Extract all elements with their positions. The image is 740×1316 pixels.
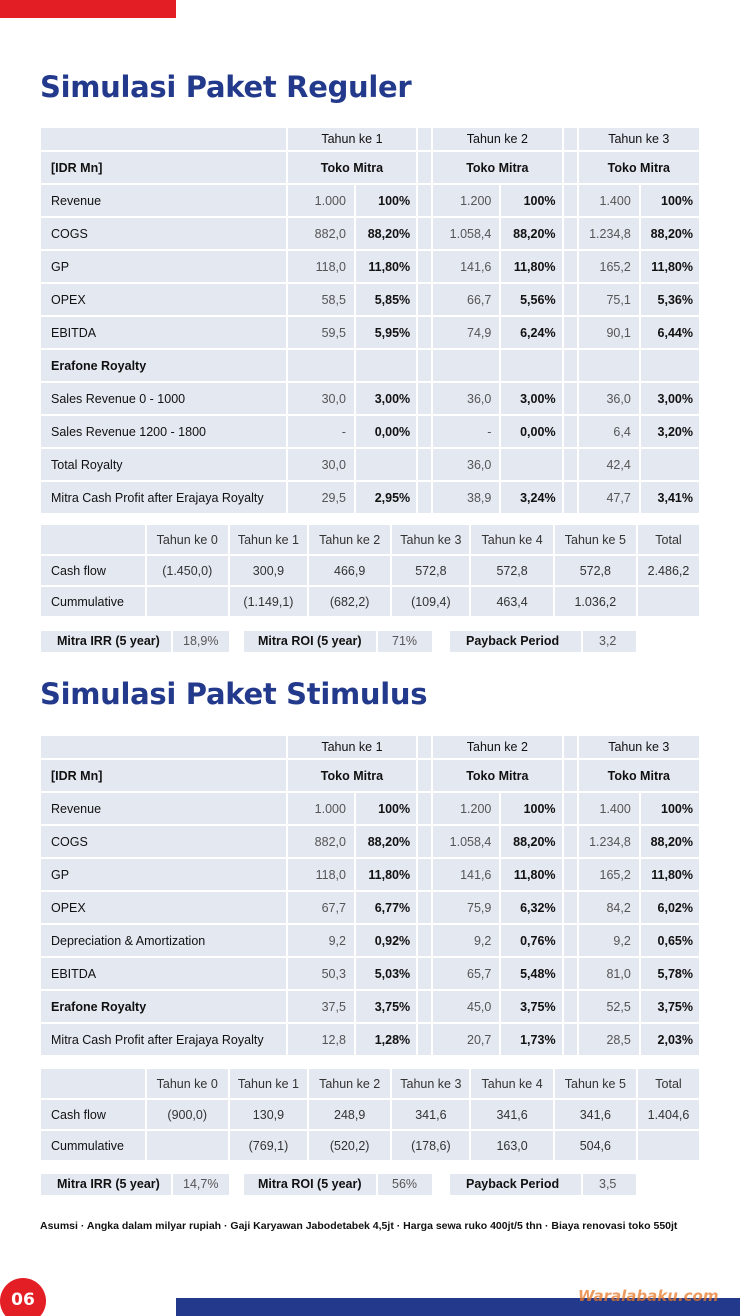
percent-cell: 2,95% — [356, 482, 416, 513]
cashflow-header-row — [41, 525, 699, 554]
table-row — [41, 350, 699, 381]
value-cell: 163,0 — [471, 1131, 552, 1160]
value-cell: (900,0) — [147, 1100, 228, 1129]
row-label: Mitra Cash Profit after Erajaya Royalty — [41, 482, 286, 513]
percent-cell: 88,20% — [641, 826, 699, 857]
row-label: GP — [41, 859, 286, 890]
value-cell: 248,9 — [309, 1100, 390, 1129]
value-cell: 58,5 — [288, 284, 354, 315]
gap-cell — [418, 892, 431, 923]
year-header: Tahun ke 2 — [433, 128, 561, 150]
row-label: Cash flow — [41, 556, 145, 585]
gap-cell — [418, 449, 431, 480]
percent-cell: 3,75% — [501, 991, 561, 1022]
gap-cell — [418, 218, 431, 249]
percent-cell: 6,77% — [356, 892, 416, 923]
percent-cell: 100% — [501, 185, 561, 216]
gap-cell — [418, 991, 431, 1022]
value-cell: 341,6 — [392, 1100, 469, 1129]
percent-cell: 0,76% — [501, 925, 561, 956]
gap-cell — [418, 482, 431, 513]
year-header: Tahun ke 3 — [579, 128, 699, 150]
row-label: Cash flow — [41, 1100, 145, 1129]
percent-cell: 100% — [356, 793, 416, 824]
gap-cell — [418, 185, 431, 216]
stimulus-pnl-table — [39, 734, 701, 1057]
value-cell: 59,5 — [288, 317, 354, 348]
value-cell: 130,9 — [230, 1100, 307, 1129]
percent-cell: 0,65% — [641, 925, 699, 956]
gap-cell — [564, 284, 577, 315]
percent-cell: 6,44% — [641, 317, 699, 348]
value-cell: 1.058,4 — [433, 218, 499, 249]
value-cell: 300,9 — [230, 556, 307, 585]
table-row — [41, 859, 699, 890]
gap-cell — [418, 958, 431, 989]
percent-cell — [501, 449, 561, 480]
reguler-pnl-body — [41, 128, 699, 513]
table-header-years — [41, 736, 699, 758]
stimulus-cashflow-body — [41, 1069, 699, 1160]
value-cell: 118,0 — [288, 251, 354, 282]
value-cell: 141,6 — [433, 251, 499, 282]
empty-cell — [41, 525, 145, 554]
sub-header: Toko Mitra — [433, 760, 561, 791]
column-header: Tahun ke 5 — [555, 525, 636, 554]
value-cell: 463,4 — [471, 587, 552, 616]
gap-cell — [564, 185, 577, 216]
row-label: Sales Revenue 0 - 1000 — [41, 383, 286, 414]
gap-cell — [418, 317, 431, 348]
table-row — [41, 416, 699, 447]
value-cell: 165,2 — [579, 251, 639, 282]
row-label: Revenue — [41, 793, 286, 824]
row-label: Total Royalty — [41, 449, 286, 480]
cashflow-header-row — [41, 1069, 699, 1098]
row-label: EBITDA — [41, 958, 286, 989]
gap-cell — [564, 416, 577, 447]
row-label: OPEX — [41, 892, 286, 923]
row-label: Cummulative — [41, 587, 145, 616]
percent-cell: 11,80% — [356, 251, 416, 282]
table-row — [41, 892, 699, 923]
row-label: EBITDA — [41, 317, 286, 348]
value-cell: 1.234,8 — [579, 826, 639, 857]
roi-value: 71% — [378, 631, 432, 652]
gap-cell — [564, 736, 577, 758]
value-cell: (1.450,0) — [147, 556, 228, 585]
percent-cell: 3,75% — [356, 991, 416, 1022]
year-header: Tahun ke 1 — [288, 128, 416, 150]
gap-cell — [418, 859, 431, 890]
percent-cell: 11,80% — [356, 859, 416, 890]
row-label: Revenue — [41, 185, 286, 216]
assumption-note: Asumsi · Angka dalam milyar rupiah · Gaji Karyawan Jabodetabek 4,5jt · Harga sewa ruko 400jt/5 thn · Biaya renovasi toko 550jt — [40, 1220, 678, 1232]
percent-cell: 0,92% — [356, 925, 416, 956]
gap-cell — [418, 251, 431, 282]
value-cell: 45,0 — [433, 991, 499, 1022]
year-header: Tahun ke 1 — [288, 736, 416, 758]
row-label: OPEX — [41, 284, 286, 315]
column-header: Tahun ke 0 — [147, 1069, 228, 1098]
value-cell: 165,2 — [579, 859, 639, 890]
percent-cell: 0,00% — [356, 416, 416, 447]
gap-cell — [418, 416, 431, 447]
value-cell: 572,8 — [555, 556, 636, 585]
column-header: Total — [638, 525, 699, 554]
table-row — [41, 958, 699, 989]
table-row — [41, 826, 699, 857]
percent-cell: 3,00% — [641, 383, 699, 414]
irr-value: 18,9% — [173, 631, 229, 652]
column-header: Tahun ke 5 — [555, 1069, 636, 1098]
stimulus-pnl-body — [41, 736, 699, 1055]
percent-cell — [501, 350, 561, 381]
value-cell: 341,6 — [471, 1100, 552, 1129]
value-cell: 81,0 — [579, 958, 639, 989]
column-header: Tahun ke 4 — [471, 525, 552, 554]
reguler-cashflow-body — [41, 525, 699, 616]
gap-cell — [564, 859, 577, 890]
value-cell: 9,2 — [288, 925, 354, 956]
value-cell: 50,3 — [288, 958, 354, 989]
sub-header: Toko Mitra — [579, 152, 699, 183]
value-cell: (178,6) — [392, 1131, 469, 1160]
percent-cell: 2,03% — [641, 1024, 699, 1055]
percent-cell: 88,20% — [501, 218, 561, 249]
percent-cell: 11,80% — [641, 251, 699, 282]
percent-cell: 3,41% — [641, 482, 699, 513]
percent-cell — [641, 449, 699, 480]
percent-cell: 1,73% — [501, 1024, 561, 1055]
value-cell: 1.058,4 — [433, 826, 499, 857]
value-cell: 341,6 — [555, 1100, 636, 1129]
gap-cell — [564, 152, 577, 183]
table-row — [41, 449, 699, 480]
value-cell: 28,5 — [579, 1024, 639, 1055]
value-cell: 37,5 — [288, 991, 354, 1022]
gap-cell — [564, 826, 577, 857]
percent-cell: 5,36% — [641, 284, 699, 315]
value-cell: 2.486,2 — [638, 556, 699, 585]
value-cell: 118,0 — [288, 859, 354, 890]
unit-label: [IDR Mn] — [41, 760, 286, 791]
stimulus-title: Simulasi Paket Stimulus — [40, 677, 428, 711]
table-row — [41, 185, 699, 216]
percent-cell: 0,00% — [501, 416, 561, 447]
percent-cell: 3,00% — [501, 383, 561, 414]
table-row — [41, 1100, 699, 1129]
value-cell: 466,9 — [309, 556, 390, 585]
table-row — [41, 482, 699, 513]
table-header-sub — [41, 760, 699, 791]
value-cell: 1.036,2 — [555, 587, 636, 616]
table-row — [41, 317, 699, 348]
value-cell: 90,1 — [579, 317, 639, 348]
gap-cell — [418, 152, 431, 183]
row-label: Erafone Royalty — [41, 991, 286, 1022]
gap-cell — [564, 350, 577, 381]
gap-cell — [564, 925, 577, 956]
column-header: Tahun ke 3 — [392, 525, 469, 554]
payback-label: Payback Period — [450, 1174, 581, 1195]
percent-cell: 6,32% — [501, 892, 561, 923]
percent-cell: 11,80% — [641, 859, 699, 890]
value-cell: 9,2 — [433, 925, 499, 956]
sub-header: Toko Mitra — [288, 152, 416, 183]
percent-cell: 3,00% — [356, 383, 416, 414]
value-cell: 1.404,6 — [638, 1100, 699, 1129]
value-cell — [638, 1131, 699, 1160]
unit-label: [IDR Mn] — [41, 152, 286, 183]
percent-cell — [356, 449, 416, 480]
percent-cell: 11,80% — [501, 859, 561, 890]
stimulus-roi — [244, 1174, 432, 1195]
value-cell: (520,2) — [309, 1131, 390, 1160]
value-cell: 52,5 — [579, 991, 639, 1022]
table-row — [41, 991, 699, 1022]
table-row — [41, 284, 699, 315]
column-header: Tahun ke 3 — [392, 1069, 469, 1098]
gap-cell — [564, 482, 577, 513]
value-cell — [579, 350, 639, 381]
percent-cell: 5,03% — [356, 958, 416, 989]
percent-cell: 88,20% — [501, 826, 561, 857]
row-label: Mitra Cash Profit after Erajaya Royalty — [41, 1024, 286, 1055]
reguler-pnl-table — [39, 126, 701, 515]
gap-cell — [564, 449, 577, 480]
value-cell: 1.000 — [288, 185, 354, 216]
value-cell: 1.200 — [433, 185, 499, 216]
gap-cell — [564, 991, 577, 1022]
percent-cell: 100% — [356, 185, 416, 216]
percent-cell: 6,24% — [501, 317, 561, 348]
value-cell: 36,0 — [579, 383, 639, 414]
gap-cell — [418, 793, 431, 824]
value-cell: 20,7 — [433, 1024, 499, 1055]
payback-value: 3,5 — [583, 1174, 636, 1195]
gap-cell — [418, 1024, 431, 1055]
irr-label: Mitra IRR (5 year) — [41, 1174, 171, 1195]
value-cell: 882,0 — [288, 826, 354, 857]
value-cell: 572,8 — [392, 556, 469, 585]
table-header-sub — [41, 152, 699, 183]
year-header: Tahun ke 2 — [433, 736, 561, 758]
value-cell — [638, 587, 699, 616]
value-cell — [147, 1131, 228, 1160]
gap-cell — [564, 218, 577, 249]
reguler-cashflow-table — [39, 523, 701, 618]
column-header: Tahun ke 1 — [230, 525, 307, 554]
sub-header: Toko Mitra — [433, 152, 561, 183]
value-cell: - — [433, 416, 499, 447]
table-row — [41, 1024, 699, 1055]
gap-cell — [564, 958, 577, 989]
percent-cell: 88,20% — [356, 826, 416, 857]
top-accent-bar — [0, 0, 176, 18]
percent-cell: 5,95% — [356, 317, 416, 348]
row-label: Sales Revenue 1200 - 1800 — [41, 416, 286, 447]
gap-cell — [564, 251, 577, 282]
value-cell: 67,7 — [288, 892, 354, 923]
gap-cell — [418, 284, 431, 315]
value-cell: (109,4) — [392, 587, 469, 616]
value-cell: 42,4 — [579, 449, 639, 480]
value-cell: 882,0 — [288, 218, 354, 249]
value-cell: 75,9 — [433, 892, 499, 923]
percent-cell: 3,20% — [641, 416, 699, 447]
table-row — [41, 218, 699, 249]
value-cell: 1.200 — [433, 793, 499, 824]
column-header: Tahun ke 2 — [309, 1069, 390, 1098]
percent-cell: 5,56% — [501, 284, 561, 315]
column-header: Tahun ke 2 — [309, 525, 390, 554]
percent-cell: 100% — [501, 793, 561, 824]
value-cell: 1.400 — [579, 793, 639, 824]
percent-cell: 6,02% — [641, 892, 699, 923]
value-cell: 36,0 — [433, 449, 499, 480]
reguler-payback — [450, 631, 636, 652]
irr-value: 14,7% — [173, 1174, 229, 1195]
column-header: Total — [638, 1069, 699, 1098]
value-cell: 1.234,8 — [579, 218, 639, 249]
gap-cell — [564, 892, 577, 923]
reguler-title: Simulasi Paket Reguler — [40, 70, 412, 104]
reguler-roi — [244, 631, 432, 652]
percent-cell — [356, 350, 416, 381]
column-header: Tahun ke 4 — [471, 1069, 552, 1098]
value-cell: 65,7 — [433, 958, 499, 989]
value-cell — [147, 587, 228, 616]
value-cell: 6,4 — [579, 416, 639, 447]
value-cell: 30,0 — [288, 383, 354, 414]
value-cell: 1.000 — [288, 793, 354, 824]
value-cell: 1.400 — [579, 185, 639, 216]
column-header: Tahun ke 1 — [230, 1069, 307, 1098]
row-label: GP — [41, 251, 286, 282]
gap-cell — [564, 760, 577, 791]
gap-cell — [564, 128, 577, 150]
percent-cell: 5,78% — [641, 958, 699, 989]
value-cell: (682,2) — [309, 587, 390, 616]
stimulus-cashflow-table — [39, 1067, 701, 1162]
percent-cell: 11,80% — [501, 251, 561, 282]
value-cell: 141,6 — [433, 859, 499, 890]
value-cell: 74,9 — [433, 317, 499, 348]
percent-cell: 3,24% — [501, 482, 561, 513]
table-row — [41, 383, 699, 414]
year-header: Tahun ke 3 — [579, 736, 699, 758]
value-cell: 29,5 — [288, 482, 354, 513]
value-cell: 504,6 — [555, 1131, 636, 1160]
gap-cell — [418, 383, 431, 414]
empty-cell — [41, 1069, 145, 1098]
roi-value: 56% — [378, 1174, 432, 1195]
value-cell: 12,8 — [288, 1024, 354, 1055]
gap-cell — [418, 350, 431, 381]
percent-cell: 88,20% — [356, 218, 416, 249]
stimulus-payback — [450, 1174, 636, 1195]
value-cell: 84,2 — [579, 892, 639, 923]
percent-cell: 5,85% — [356, 284, 416, 315]
gap-cell — [564, 383, 577, 414]
value-cell: 66,7 — [433, 284, 499, 315]
gap-cell — [418, 128, 431, 150]
sub-header: Toko Mitra — [288, 760, 416, 791]
watermark-logo: Waralabaku.com — [578, 1287, 719, 1305]
stimulus-irr — [41, 1174, 229, 1195]
table-row — [41, 793, 699, 824]
value-cell — [433, 350, 499, 381]
table-row — [41, 587, 699, 616]
irr-label: Mitra IRR (5 year) — [41, 631, 171, 652]
percent-cell: 5,48% — [501, 958, 561, 989]
row-label: Erafone Royalty — [41, 350, 286, 381]
value-cell: (1.149,1) — [230, 587, 307, 616]
row-label: COGS — [41, 826, 286, 857]
gap-cell — [418, 826, 431, 857]
row-label: COGS — [41, 218, 286, 249]
value-cell: 38,9 — [433, 482, 499, 513]
value-cell: - — [288, 416, 354, 447]
page-number: 06 — [0, 1278, 46, 1316]
table-row — [41, 925, 699, 956]
row-label: Depreciation & Amortization — [41, 925, 286, 956]
payback-label: Payback Period — [450, 631, 581, 652]
percent-cell: 100% — [641, 793, 699, 824]
value-cell: 47,7 — [579, 482, 639, 513]
empty-cell — [41, 128, 286, 150]
table-row — [41, 1131, 699, 1160]
percent-cell — [641, 350, 699, 381]
value-cell: 36,0 — [433, 383, 499, 414]
gap-cell — [418, 925, 431, 956]
gap-cell — [564, 1024, 577, 1055]
value-cell: 30,0 — [288, 449, 354, 480]
gap-cell — [564, 793, 577, 824]
row-label: Cummulative — [41, 1131, 145, 1160]
percent-cell: 88,20% — [641, 218, 699, 249]
percent-cell: 1,28% — [356, 1024, 416, 1055]
value-cell: 572,8 — [471, 556, 552, 585]
percent-cell: 3,75% — [641, 991, 699, 1022]
reguler-irr — [41, 631, 229, 652]
gap-cell — [564, 317, 577, 348]
roi-label: Mitra ROI (5 year) — [244, 1174, 376, 1195]
empty-cell — [41, 736, 286, 758]
gap-cell — [418, 760, 431, 791]
roi-label: Mitra ROI (5 year) — [244, 631, 376, 652]
value-cell — [288, 350, 354, 381]
payback-value: 3,2 — [583, 631, 636, 652]
value-cell: 9,2 — [579, 925, 639, 956]
table-row — [41, 556, 699, 585]
column-header: Tahun ke 0 — [147, 525, 228, 554]
table-row — [41, 251, 699, 282]
value-cell: (769,1) — [230, 1131, 307, 1160]
sub-header: Toko Mitra — [579, 760, 699, 791]
percent-cell: 100% — [641, 185, 699, 216]
gap-cell — [418, 736, 431, 758]
table-header-years — [41, 128, 699, 150]
value-cell: 75,1 — [579, 284, 639, 315]
